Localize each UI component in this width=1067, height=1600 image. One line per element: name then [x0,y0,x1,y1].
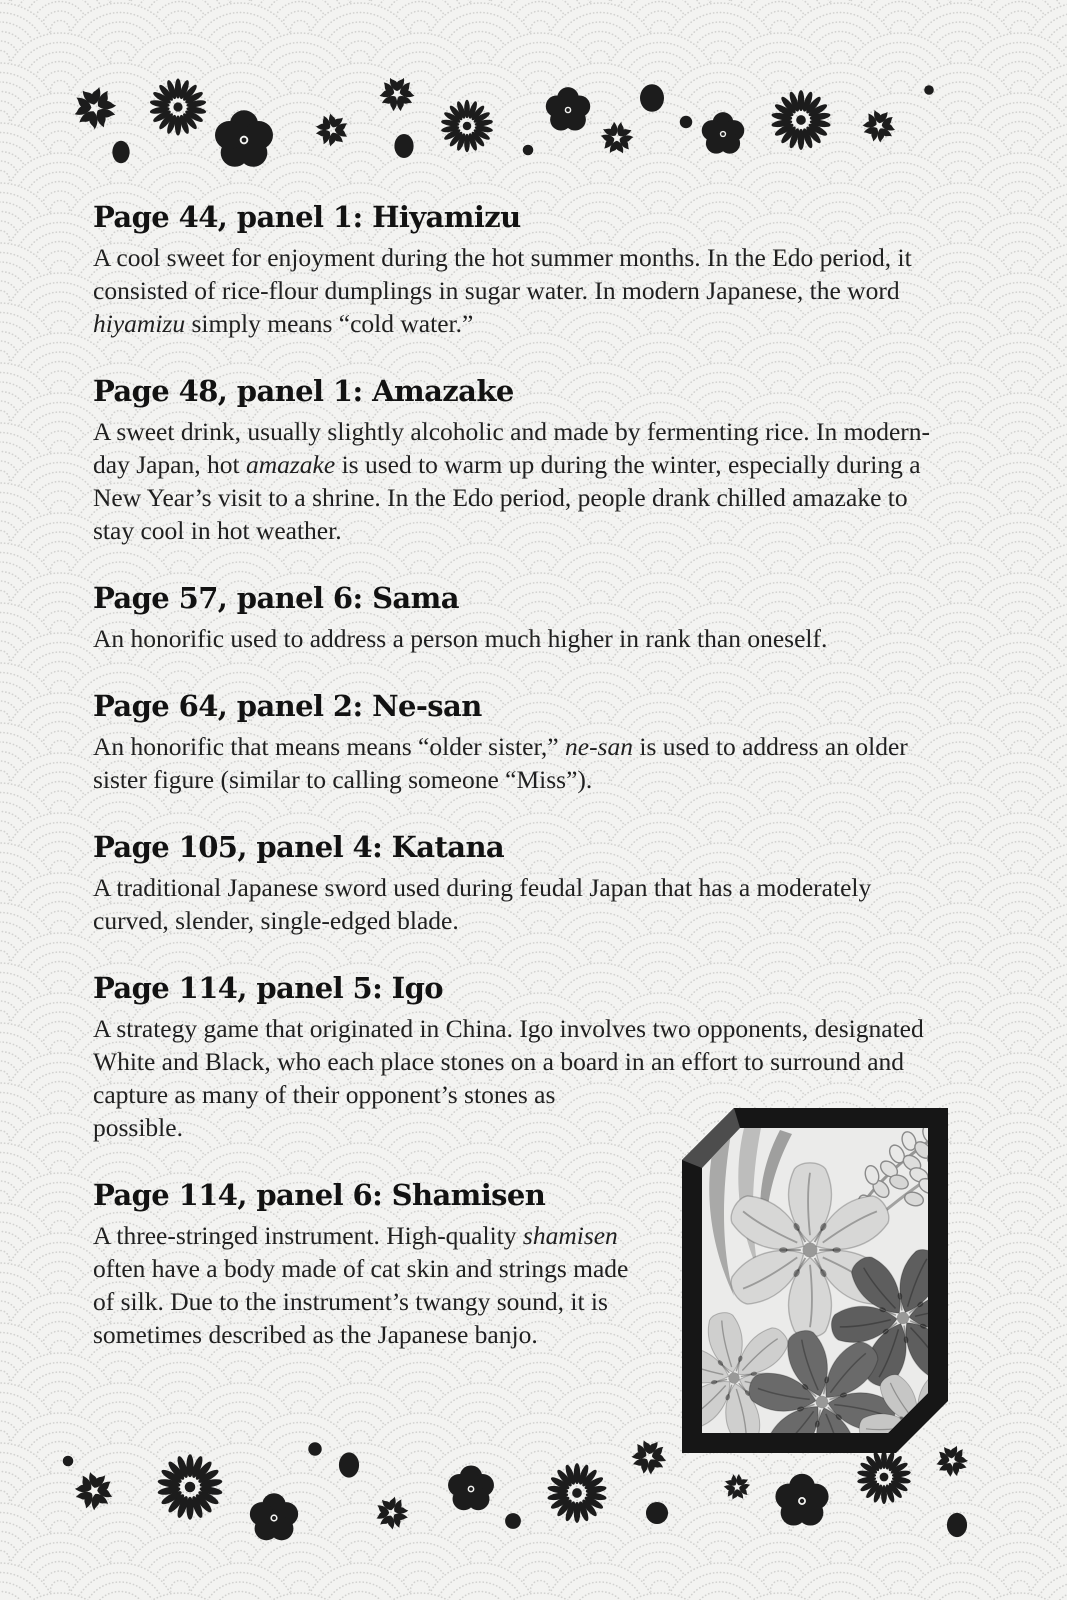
glossary-section [93,581,950,655]
section-heading: Page 114, panel 5: Igo [93,971,444,1005]
sakura-icon [594,116,639,161]
body-text: An honorific used to address a person much higher in rank than oneself. [93,624,828,653]
dot-icon [646,1502,668,1524]
section-heading: Page 44, panel 1: Hiyamizu [93,200,521,234]
dot-icon [680,116,692,128]
sakura-icon [379,78,414,111]
picture-frame [660,1078,950,1458]
sakura-icon [311,110,352,150]
dot-icon [947,1513,967,1537]
body-text: A strategy game that originated in China. Igo involves two opponents, designated White and Black, who each place stones on a board in an [93,1014,924,1076]
body-text: often have a body made of cat skin and strings made of silk. Due to the instrument’s twangy sound, it is sometimes described as the Japanese banjo. [93,1254,629,1349]
flower-border-top [0,42,1067,192]
section-body [93,730,950,796]
section-heading: Page 48, panel 1: Amazake [93,374,514,408]
glossary-section [93,374,950,547]
section-body [93,241,950,340]
glossary-content [93,200,950,1458]
dot-icon [394,134,413,158]
body-text: is used to warm up during the winter, especially during a New Year’s visit to a shrine. In the Edo period, people drank chilled amazake to stay cool in hot weather. [93,450,921,545]
body-text: A traditional Japanese sword used during feudal Japan that has a moderately curved, slender, single-edged blade. [93,873,872,935]
section-body [93,415,950,547]
sakura-icon [71,1470,116,1514]
section-body [93,622,950,655]
dot-icon [505,1513,521,1529]
body-text: A three-stringed instrument. High-quality [93,1221,523,1250]
sakura-icon [70,84,120,132]
italic-term: ne-san [565,732,633,761]
plum-icon [448,1465,494,1510]
section-body [93,871,950,937]
plum-icon [546,87,590,130]
glossary-section [93,689,950,796]
kiku-icon [441,100,494,152]
sakura-icon [372,1494,412,1532]
dot-icon [640,84,664,112]
kiku-icon [547,1463,607,1523]
dot-icon [63,1456,74,1467]
dot-icon [112,141,129,163]
italic-term: shamisen [522,1221,618,1250]
plum-icon [250,1493,298,1540]
dot-icon [523,145,534,156]
framed-floral-artwork [660,1078,950,1458]
section-heading: Page 57, panel 6: Sama [93,581,459,615]
plum-icon [775,1474,828,1526]
body-text: A cool sweet for enjoyment during the hot summer months. In the Edo period, it consisted of rice-flour dumplings in sugar water. In modern Japanese, the word [93,243,912,305]
body-text: is used to address an older sister figure (similar to calling someone “Miss”). [93,732,908,794]
glossary-section [93,971,950,1144]
plum-icon [215,110,273,167]
kiku-icon [149,79,206,136]
body-text: effort to surround and capture as many of their opponent’s stones as possible. [93,1047,905,1142]
kiku-icon [157,1454,223,1520]
glossary-section [93,830,950,937]
italic-term: amazake [245,450,336,479]
section-heading: Page 64, panel 2: Ne-san [93,689,482,723]
artwork-canvas [660,1123,950,1458]
section-heading: Page 105, panel 4: Katana [93,830,505,864]
italic-term: hiyamizu [93,309,186,338]
body-text: simply means “cold water.” [185,309,474,338]
body-text: A sweet drink, usually slightly alcoholic and made by fermenting rice. In modern-day Japan, hot [93,417,931,479]
body-text: An honorific that means means “older sister,” [93,732,565,761]
kiku-icon [857,1450,911,1504]
kiku-icon [771,90,831,150]
glossary-sections [93,200,950,1351]
dot-icon [924,85,934,95]
sakura-icon [719,1470,755,1506]
plum-icon [702,112,745,153]
sakura-icon [860,109,897,145]
glossary-section [93,200,950,340]
section-body [93,1012,950,1144]
section-heading: Page 114, panel 6: Shamisen [93,1178,546,1212]
